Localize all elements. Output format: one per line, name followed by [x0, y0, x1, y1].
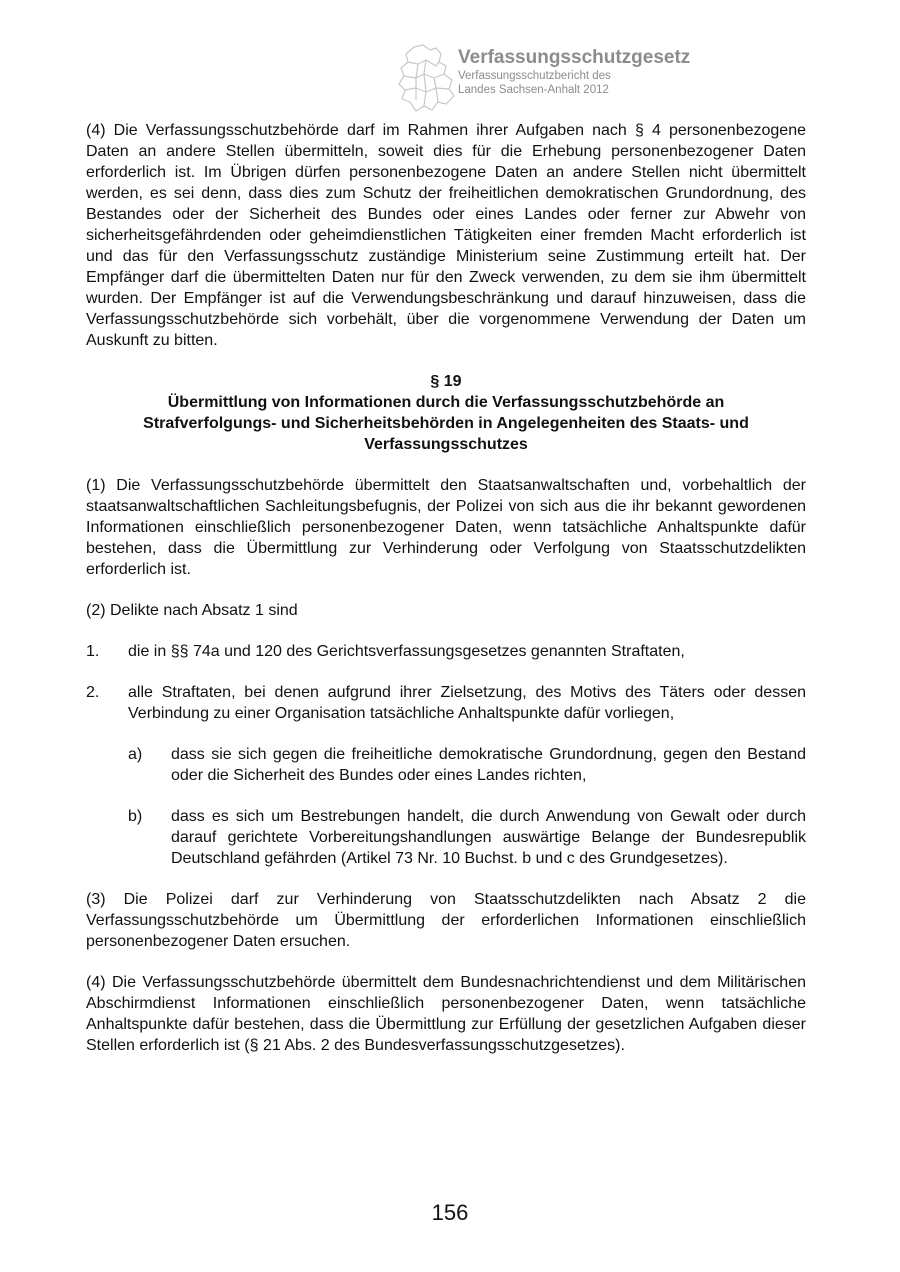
list-item-number: 1. — [86, 643, 100, 660]
paragraph-2-intro: (2) Delikte nach Absatz 1 sind — [86, 602, 298, 619]
header-title: Verfassungsschutzgesetz — [458, 47, 691, 68]
page-header — [396, 44, 776, 116]
sub-list-item-letter: a) — [128, 746, 143, 763]
list-item-number: 2. — [86, 684, 100, 701]
document-body — [86, 120, 806, 1056]
list-item — [86, 682, 806, 724]
header-subtitle-line2: Landes Sachsen-Anhalt 2012 — [458, 84, 609, 96]
paragraph-4: (4) Die Verfassungsschutzbehörde übermittelt dem Bundesnachrichtendienst und dem Militärischen Abschirmdienst Informationen einschließlich personenbezogener Daten, wenn tatsächliche Anhaltspunkte dafür bestehen, dass die Übermittlung zur Erfüllung der gesetzlichen Aufgaben dieser Stellen erforderlich ist (§ 21 Abs. 2 des Bundesverfassungsschutzgesetzes). — [86, 974, 806, 1054]
paragraph-1: (1) Die Verfassungsschutzbehörde übermittelt den Staatsanwaltschaften und, vorbehaltlich der staatsanwaltschaftlichen Sachleitungsbefugnis, der Polizei von sich aus die ihr bekannt gewordenen Informationen einschließlich personenbezogener Daten, wenn tatsächliche Anhaltspunkte dafür bestehen, dass die Übermittlung zur Verhinderung oder Verfolgung von Staatsschutzdelikten erforderlich ist. — [86, 477, 806, 578]
list-item-text: alle Straftaten, bei denen aufgrund ihrer Zielsetzung, des Motivs des Täters oder dessen Verbindung zu einer Organisation tatsächliche Anhaltspunkte dafür vorliegen, — [128, 684, 806, 722]
section-title: Übermittlung von Informationen durch die Verfassungsschutzbehörde an Strafverfolgungs- und Sicherheitsbehörden in Angelegenheiten des Staats- und Verfassungsschutzes — [143, 394, 749, 453]
page-number: 156 — [431, 1200, 469, 1225]
sub-list-item — [128, 744, 806, 786]
header-subtitle-line1: Verfassungsschutzbericht des — [458, 70, 611, 82]
sub-list-item-text: dass sie sich gegen die freiheitliche demokratische Grundordnung, gegen den Bestand oder die Sicherheit des Bundes oder eines Landes richten, — [171, 746, 806, 784]
sub-list-item-letter: b) — [128, 808, 143, 825]
sub-list-item-text: dass es sich um Bestrebungen handelt, die durch Anwendung von Gewalt oder durch darauf gerichtete Vorbereitungshandlungen auswärtige Belange der Bundesrepublik Deutschland gefährden (Artikel 73 Nr. 10 Buchst. b und c des Grundgesetzes). — [171, 808, 806, 867]
paragraph-3: (3) Die Polizei darf zur Verhinderung von Staatsschutzdelikten nach Absatz 2 die Verfassungsschutzbehörde um Übermittlung der erforderlichen Informationen einschließlich personenbezogener Daten ersuchen. — [86, 891, 806, 950]
section-number: § 19 — [430, 373, 462, 390]
list-item — [86, 641, 806, 662]
sachsen-anhalt-map-icon — [396, 44, 456, 114]
paragraph-4-previous-section: (4) Die Verfassungsschutzbehörde darf im Rahmen ihrer Aufgaben nach § 4 personenbezogene Daten an andere Stellen übermitteln, soweit dies für die Erhebung personenbezogener Daten erforderlich ist. Im Übrigen dürfen personenbezogene Daten an andere Stellen nicht übermittelt werden, es sei denn, dass dies zum Schutz der freiheitlichen demokratischen Grundordnung, des Bestandes oder der Sicherheit des Bundes oder eines Landes oder ferner zur Abwehr von sicherheitsgefährdenden oder geheimdienstlichen Tätigkeiten einer fremden Macht erforderlich ist und das für den Verfassungsschutz zuständige Ministerium seine Zustimmung erteilt hat. Der Empfänger darf die übermittelten Daten nur für den Zweck verwenden, zu dem sie ihm übermittelt wurden. Der Empfänger ist auf die Verwendungsbeschränkung und darauf hinzuweisen, dass die Verfassungsschutzbehörde sich vorbehält, über die vorgenommene Verwendung der Daten um Auskunft zu bitten. — [86, 122, 806, 349]
list-item-text: die in §§ 74a und 120 des Gerichtsverfassungsgesetzes genannten Straftaten, — [128, 643, 685, 660]
sub-list-item — [128, 806, 806, 869]
